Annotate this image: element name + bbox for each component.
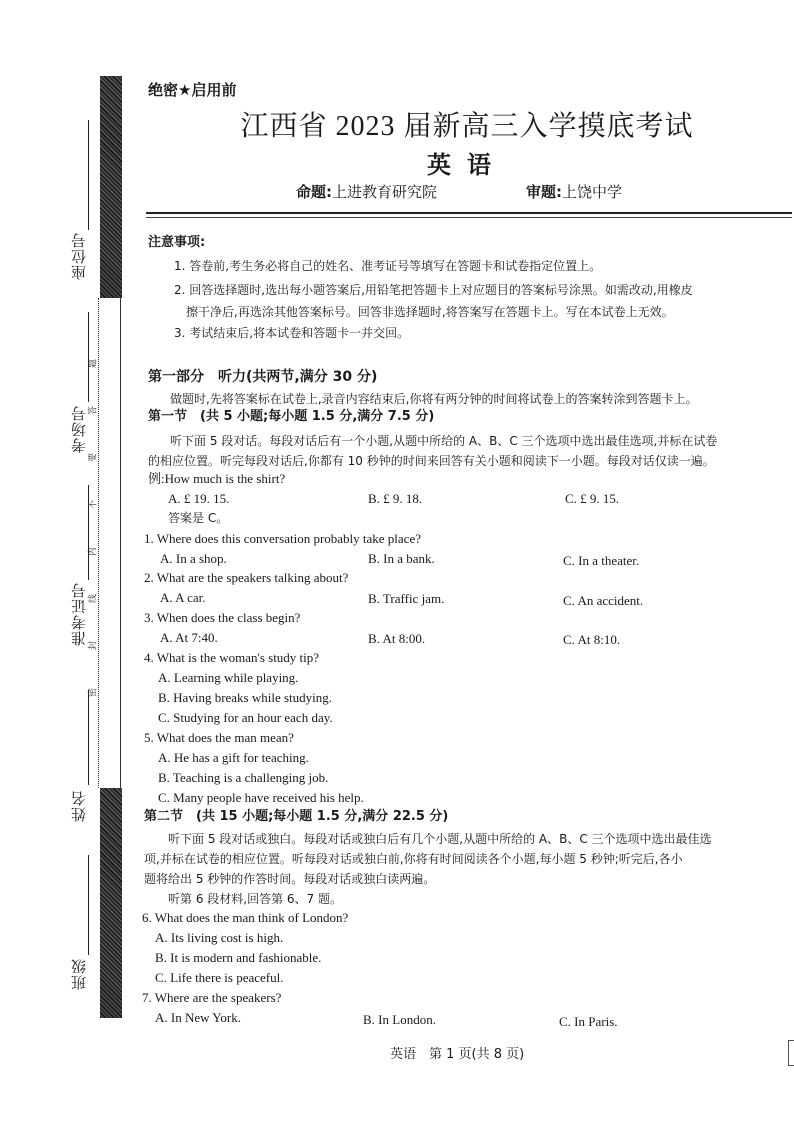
q6-option-c[interactable]: C. Life there is peaceful. [155,970,284,985]
q2-option-a[interactable]: A. A car. [160,590,206,605]
material-note: 听第 6 段材料,回答第 6、7 题。 [168,892,342,906]
exam-room-blank[interactable] [88,312,89,402]
binding-dark-strip-top [100,76,122,298]
notice-item: 1. 答卷前,考生务必将自己的姓名、准考证号等填写在答题卡和试卷指定位置上。 [174,259,602,273]
q6-option-a[interactable]: A. Its living cost is high. [155,930,284,945]
reviewer-label: 审题: [526,183,562,201]
exam-room-label: 考场号 [70,405,88,453]
section2-instruction: 项,并标在试卷的相应位置。听每段对话或独白前,你将有时间阅读各个小题,每小题 5 秒钟;听完后,各小 [144,852,683,866]
q5-option-a[interactable]: A. He has a gift for teaching. [158,750,309,765]
seal-char: 不 [88,500,99,510]
author-name: 上进教育研究院 [332,183,438,201]
example-option-c: C. £ 9. 15. [565,491,620,506]
q2-option-c[interactable]: C. An accident. [563,593,644,608]
seat-number-blank[interactable] [88,120,89,230]
section1-instruction: 的相应位置。听完每段对话后,你都有 10 秒钟的时间来回答有关小题和阅读下一小题。每段对话仅读一遍。 [148,454,715,468]
reviewer-name: 上饶中学 [562,183,623,201]
seal-char: 要 [88,453,99,463]
section2-instruction: 听下面 5 段对话或独白。每段对话或独白后有几个小题,从题中所给的 A、B、C 三个选项中选出最佳选 [168,832,712,846]
question-7: 7. Where are the speakers? [142,990,282,1005]
exam-title: 江西省 2023 届新高三入学摸底考试 [240,111,694,142]
notice-item: 2. 回答选择题时,选出每小题答案后,用铅笔把答题卡上对应题目的答案标号涂黑。如需改动,用橡皮 [174,283,693,297]
section1-heading: 第一节 (共 5 小题;每小题 1.5 分,满分 7.5 分) [148,409,435,424]
page-edge-mark [788,1040,794,1066]
example-option-b: B. £ 9. 18. [368,491,423,506]
q4-option-a[interactable]: A. Learning while playing. [158,670,299,685]
q4-option-c[interactable]: C. Studying for an hour each day. [158,710,333,725]
notice-item: 3. 考试结束后,将本试卷和答题卡一并交回。 [174,326,410,340]
q2-option-b[interactable]: B. Traffic jam. [368,591,445,606]
section1-instruction: 听下面 5 段对话。每段对话后有一个小题,从题中所给的 A、B、C 三个选项中选出最佳选项,并标在试卷 [170,434,718,448]
seal-char: 线 [88,594,99,604]
seal-warning-text [88,340,117,716]
binding-margin [0,0,140,1122]
q7-option-c[interactable]: C. In Paris. [559,1014,618,1029]
q1-option-b[interactable]: B. In a bank. [368,551,435,566]
author-credit [296,181,437,202]
part1-heading: 第一部分 听力(共两节,满分 30 分) [148,369,378,385]
admission-number-blank[interactable] [88,485,89,580]
q1-option-a[interactable]: A. In a shop. [160,551,227,566]
notice-item: 擦干净后,再选涂其他答案标号。回答非选择题时,将答案写在答题卡上。写在本试卷上无效。 [186,305,674,319]
header-rule-thin [146,217,792,218]
question-3: 3. When does the class begin? [144,610,301,625]
seal-char: 内 [88,547,99,557]
reviewer-credit [526,181,622,202]
question-6: 6. What does the man think of London? [142,910,349,925]
section2-instruction: 题将给出 5 秒钟的作答时间。每段对话或独白读两遍。 [144,872,436,886]
header-rule [146,212,792,214]
example-option-a: A. £ 19. 15. [168,491,230,506]
subject-title: 英语 [427,151,507,179]
admission-number-label: 准考证号 [70,582,88,646]
q1-option-c[interactable]: C. In a theater. [563,553,640,568]
part1-instruction: 做题时,先将答案标在试卷上,录音内容结束后,你将有两分钟的时间将试卷上的答案转涂到答题卡上。 [170,392,698,406]
seal-char: 题 [88,359,99,369]
binding-dark-strip-bottom [100,788,122,1018]
name-blank[interactable] [88,690,89,785]
author-label: 命题: [296,183,332,201]
class-label: 班级 [70,958,88,990]
question-2: 2. What are the speakers talking about? [144,570,349,585]
seal-char: 封 [88,641,99,651]
example-answer: 答案是 C。 [168,511,229,525]
seal-char: 答 [88,406,99,416]
example-question: 例:How much is the shirt? [148,471,286,486]
q6-option-b[interactable]: B. It is modern and fashionable. [155,950,322,965]
q5-option-b[interactable]: B. Teaching is a challenging job. [158,770,329,785]
notice-heading: 注意事项: [148,235,206,250]
q3-option-a[interactable]: A. At 7:40. [160,630,218,645]
q4-option-b[interactable]: B. Having breaks while studying. [158,690,333,705]
secrecy-label: 绝密★启用前 [148,81,237,99]
question-1: 1. Where does this conversation probably take place? [144,531,421,546]
question-5: 5. What does the man mean? [144,730,294,745]
q3-option-b[interactable]: B. At 8:00. [368,631,426,646]
question-4: 4. What is the woman's study tip? [144,650,320,665]
seal-char: 密 [88,688,99,698]
q5-option-c[interactable]: C. Many people have received his help. [158,790,364,805]
q7-option-a[interactable]: A. In New York. [155,1010,241,1025]
name-label: 姓名 [70,790,88,822]
q3-option-c[interactable]: C. At 8:10. [563,632,621,647]
page-footer: 英语 第 1 页(共 8 页) [390,1047,525,1062]
q7-option-b[interactable]: B. In London. [363,1012,436,1027]
class-blank[interactable] [88,855,89,955]
section2-heading: 第二节 (共 15 小题;每小题 1.5 分,满分 22.5 分) [144,809,449,824]
seat-number-label: 座位号 [70,232,88,280]
